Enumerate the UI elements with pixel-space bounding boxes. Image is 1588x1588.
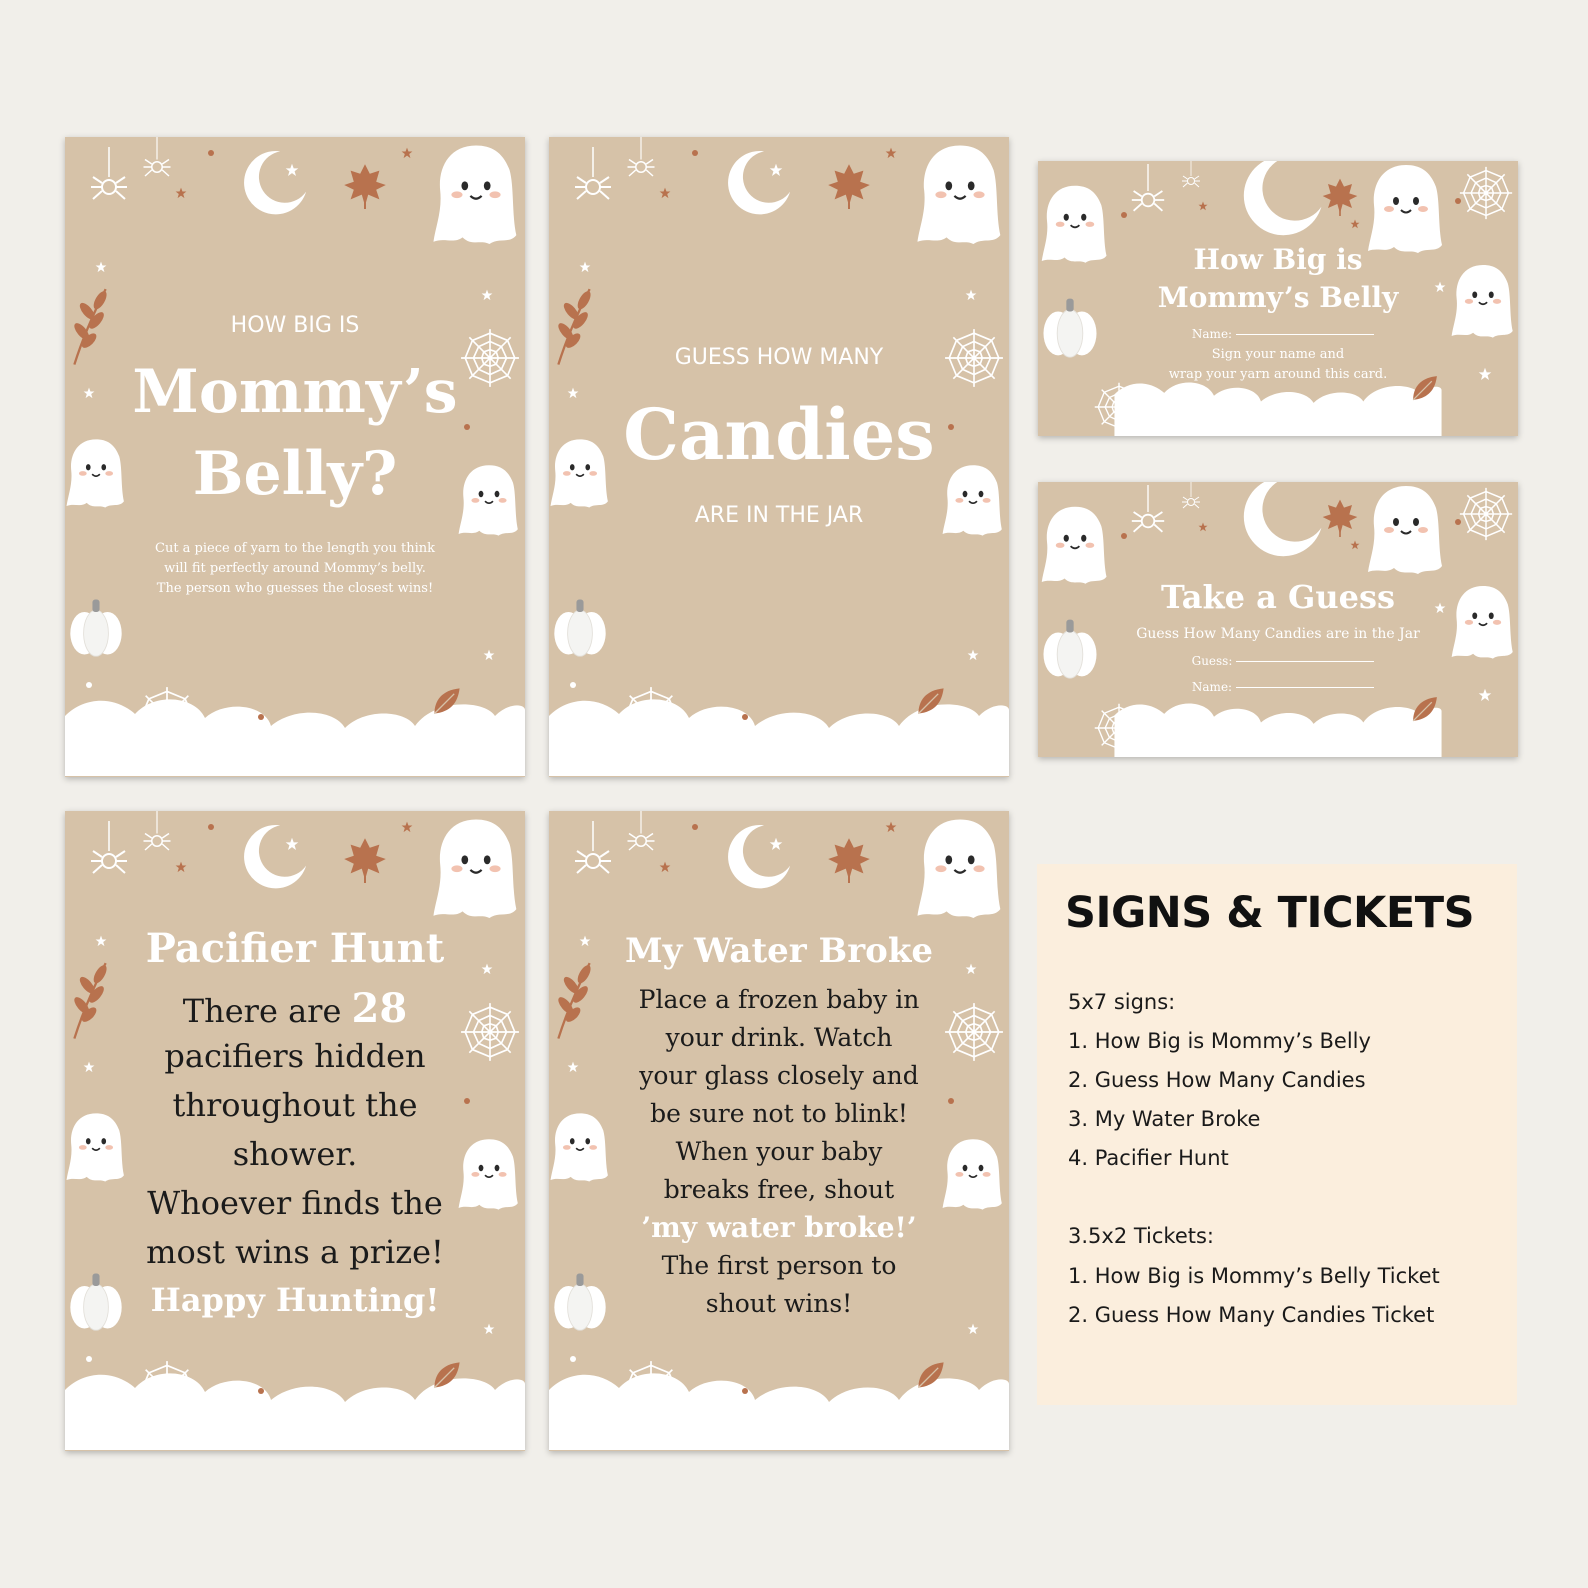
tickets-item-1: 1. How Big is Mommy’s Belly Ticket <box>1068 1264 1440 1288</box>
candies-kicker: GUESS HOW MANY <box>674 345 884 370</box>
water-line7: The first person to <box>661 1251 897 1280</box>
tickets-item-2: 2. Guess How Many Candies Ticket <box>1068 1303 1435 1327</box>
water-line5: When your baby <box>675 1137 883 1166</box>
candies-title: Candies <box>623 393 935 476</box>
ticket-belly-name-label: Name: <box>1191 327 1233 341</box>
ticket-name-field[interactable] <box>1038 680 1518 694</box>
water-line2: your drink. Watch <box>665 1023 893 1052</box>
pacifier-line1-pre: There are <box>182 992 342 1030</box>
guess-blank-line[interactable] <box>1236 661 1374 662</box>
signs-item-1: 1. How Big is Mommy’s Belly <box>1068 1029 1371 1053</box>
ticket-guess-field[interactable] <box>1038 654 1518 668</box>
water-shout: ’my water broke!’ <box>641 1211 917 1244</box>
ticket-belly-title-line2: Mommy’s Belly <box>1157 281 1399 314</box>
pacifier-line2: pacifiers hidden <box>164 1037 426 1075</box>
signs-item-4: 4. Pacifier Hunt <box>1068 1146 1229 1170</box>
sign-decorations <box>549 811 1009 1451</box>
belly-title-line1: Mommy’s <box>132 357 458 427</box>
ticket-name-label: Name: <box>1191 680 1233 694</box>
pacifier-line1 <box>65 985 525 1032</box>
ticket-guess-label: Guess: <box>1191 654 1233 668</box>
sign-decorations <box>65 811 525 1451</box>
info-heading: SIGNS & TICKETS <box>1065 888 1475 938</box>
ticket-belly-line1: Sign your name and <box>1211 347 1345 362</box>
belly-body-line1: Cut a piece of yarn to the length you think <box>155 541 435 556</box>
pacifier-line3: throughout the <box>172 1086 418 1124</box>
water-line8: shout wins! <box>705 1289 853 1318</box>
ticket-take-a-guess <box>1038 482 1518 757</box>
water-line3: your glass closely and <box>639 1061 919 1090</box>
belly-body-line3: The person who guesses the closest wins! <box>156 581 434 596</box>
belly-title-line2: Belly? <box>192 439 398 509</box>
ticket-guess-subtitle: Guess How Many Candies are in the Jar <box>1136 626 1420 642</box>
ticket-decorations <box>1038 482 1518 757</box>
belly-kicker: HOW BIG IS <box>230 313 360 338</box>
pacifier-line5: Whoever finds the <box>147 1184 443 1222</box>
signs-item-3: 3. My Water Broke <box>1068 1107 1261 1131</box>
pacifier-line4: shower. <box>232 1135 358 1173</box>
ticket-belly-line2: wrap your yarn around this card. <box>1168 367 1388 382</box>
water-title: My Water Broke <box>624 931 934 971</box>
sign-water-broke <box>549 811 1009 1451</box>
sign-mommys-belly <box>65 137 525 777</box>
ticket-mommys-belly <box>1038 161 1518 436</box>
pacifier-count: 28 <box>351 985 408 1032</box>
sign-candies <box>549 137 1009 777</box>
pacifier-title: Pacifier Hunt <box>145 925 445 972</box>
ticket-belly-name-field[interactable] <box>1038 327 1518 341</box>
pacifier-closing: Happy Hunting! <box>150 1281 440 1319</box>
tickets-header: 3.5x2 Tickets: <box>1068 1224 1215 1248</box>
ticket-guess-title: Take a Guess <box>1160 578 1395 616</box>
water-line4: be sure not to blink! <box>650 1099 908 1128</box>
candies-subtitle: ARE IN THE JAR <box>694 503 864 528</box>
signs-item-2: 2. Guess How Many Candies <box>1068 1068 1366 1092</box>
pacifier-line6: most wins a prize! <box>146 1233 444 1271</box>
ticket-belly-title-line1: How Big is <box>1193 243 1363 276</box>
signs-header: 5x7 signs: <box>1068 990 1176 1014</box>
signs-tickets-info-panel <box>1037 864 1517 1405</box>
sign-pacifier-hunt <box>65 811 525 1451</box>
name-blank-line[interactable] <box>1236 687 1374 688</box>
water-line1: Place a frozen baby in <box>638 985 920 1014</box>
water-line6: breaks free, shout <box>663 1175 895 1204</box>
name-blank-line[interactable] <box>1236 334 1374 335</box>
belly-body-line2: will fit perfectly around Mommy’s belly. <box>164 561 426 576</box>
